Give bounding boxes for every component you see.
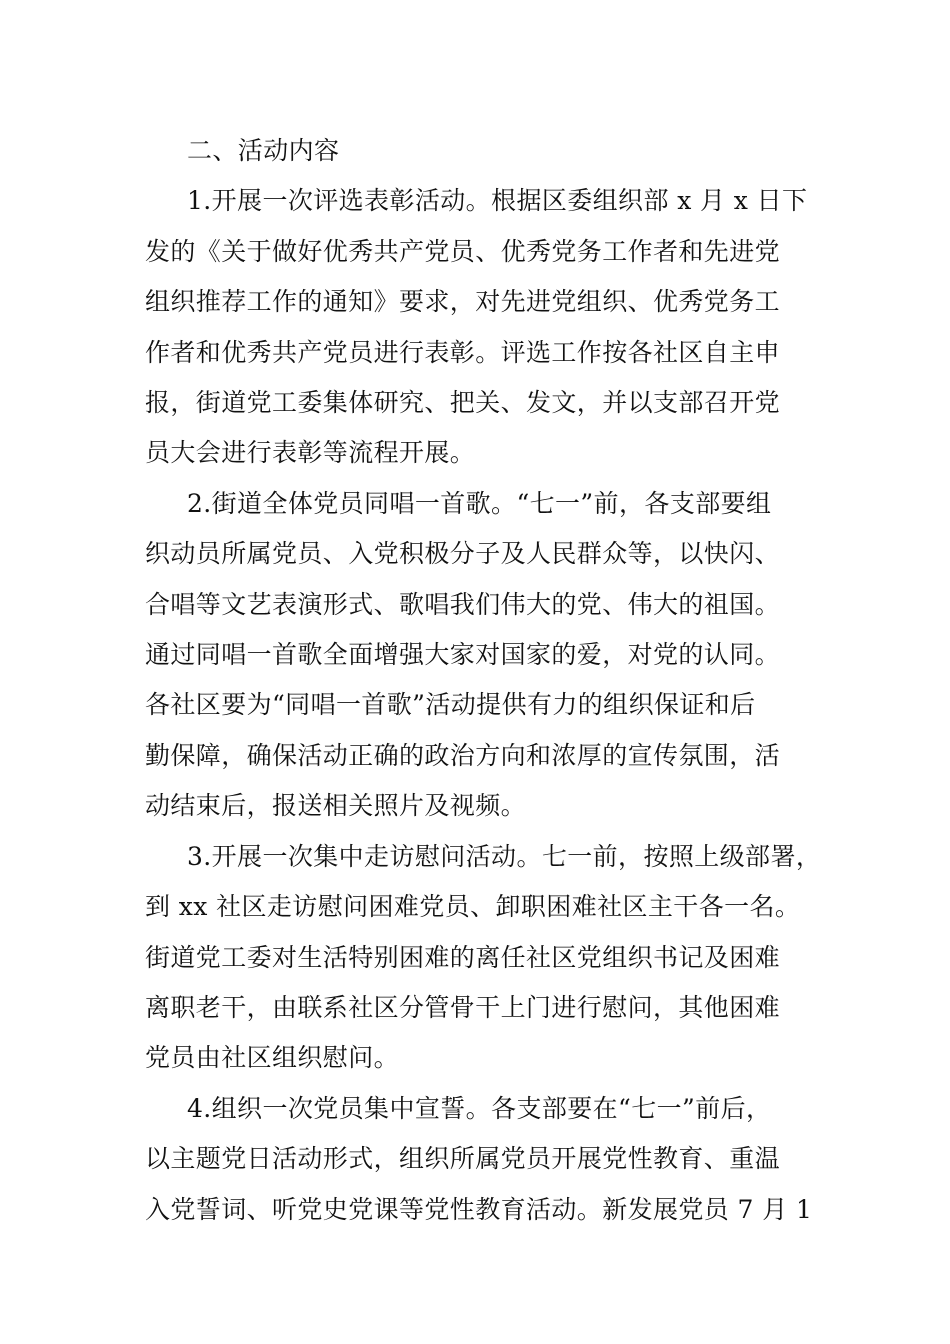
paragraph-line: 报，街道党工委集体研究、把关、发文，并以支部召开党: [145, 388, 781, 418]
paragraph-1: [145, 176, 825, 478]
paragraph-line: 作者和优秀共产党员进行表彰。评选工作按各社区自主申: [145, 337, 781, 367]
paragraph-line: 组织推荐工作的通知》要求，对先进党组织、优秀党务工: [145, 287, 781, 317]
paragraph-line: 动结束后，报送相关照片及视频。: [145, 791, 527, 821]
paragraph-line: 1.开展一次评选表彰活动。根据区委组织部 x 月 x 日下: [187, 186, 808, 216]
paragraph-line: 以主题党日活动形式，组织所属党员开展党性教育、重温: [145, 1144, 781, 1174]
paragraph-line: 各社区要为“同唱一首歌”活动提供有力的组织保证和后: [145, 690, 756, 720]
paragraph-line: 3.开展一次集中走访慰问活动。七一前，按照上级部署，: [187, 841, 822, 871]
paragraph-line: 到 xx 社区走访慰问困难党员、卸职困难社区主干各一名。: [145, 892, 801, 922]
paragraph-4: [145, 1084, 825, 1235]
paragraph-2: [145, 479, 825, 832]
paragraph-line: 离职老干，由联系社区分管骨干上门进行慰问，其他困难: [145, 992, 781, 1022]
paragraph-line: 2.街道全体党员同唱一首歌。“七一”前，各支部要组: [187, 488, 772, 518]
document-body: [145, 126, 825, 1235]
paragraph-3: [145, 832, 825, 1084]
paragraph-line: 织动员所属党员、入党积极分子及人民群众等，以快闪、: [145, 539, 781, 569]
paragraph-line: 入党誓词、听党史党课等党性教育活动。新发展党员 7 月 1: [145, 1194, 813, 1224]
paragraph-line: 4.组织一次党员集中宣誓。各支部要在“七一”前后，: [187, 1093, 772, 1123]
paragraph-line: 党员由社区组织慰问。: [145, 1043, 400, 1073]
paragraph-line: 合唱等文艺表演形式、歌唱我们伟大的党、伟大的祖国。: [145, 589, 781, 619]
paragraph-line: 通过同唱一首歌全面增强大家对国家的爱，对党的认同。: [145, 640, 781, 670]
paragraph-line: 员大会进行表彰等流程开展。: [145, 438, 476, 468]
paragraph-line: 发的《关于做好优秀共产党员、优秀党务工作者和先进党: [145, 236, 781, 266]
section-heading: 二、活动内容: [187, 136, 340, 165]
paragraph-line: 勤保障，确保活动正确的政治方向和浓厚的宣传氛围，活: [145, 740, 781, 770]
paragraph-line: 街道党工委对生活特别困难的离任社区党组织书记及困难: [145, 942, 781, 972]
